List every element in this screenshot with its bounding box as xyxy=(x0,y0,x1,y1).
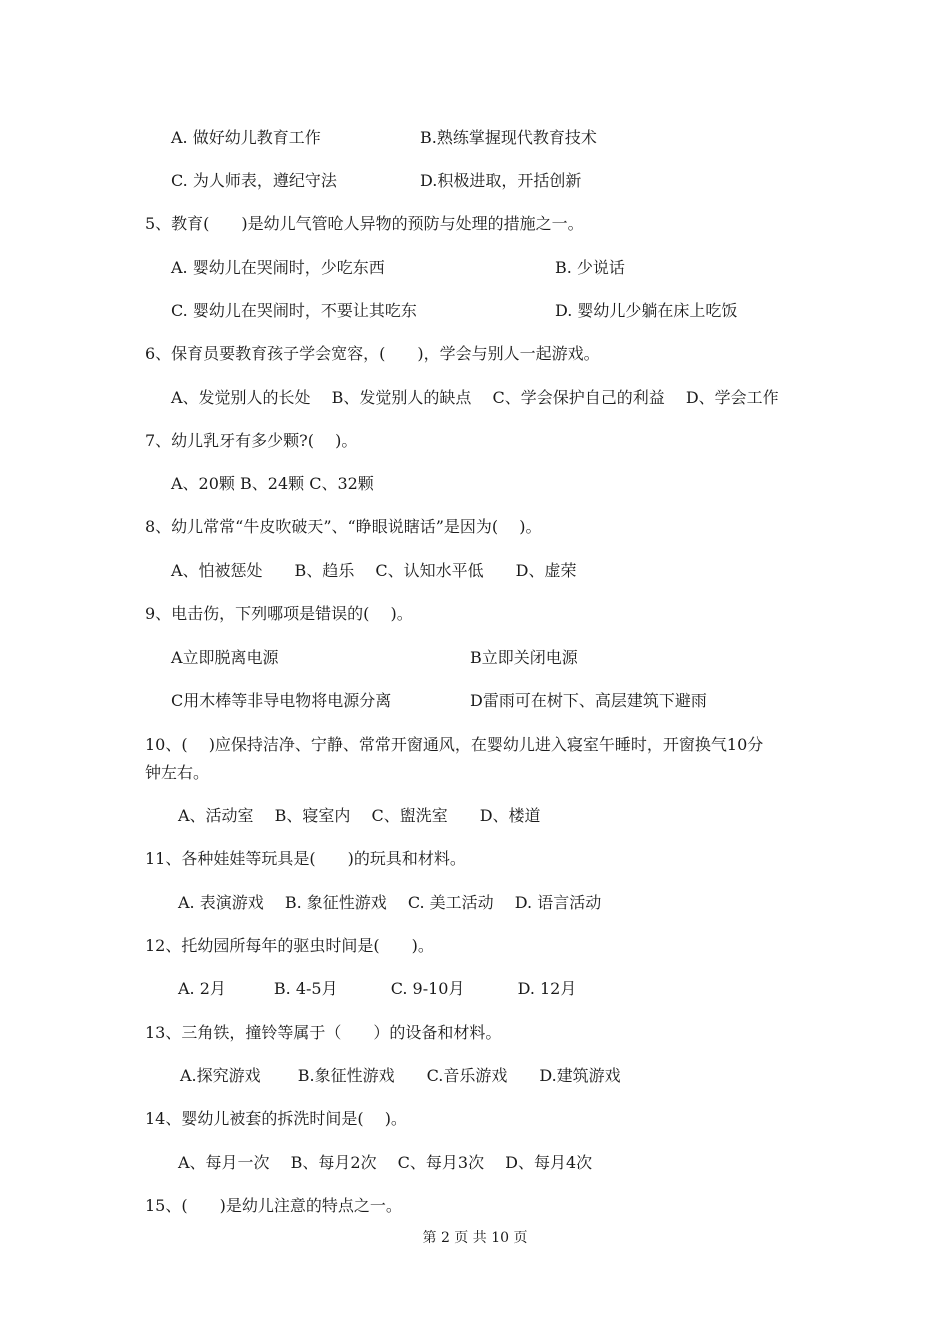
q7-options: A、20颗 B、24颗 C、32颗 xyxy=(171,474,374,493)
q6-stem: 6、保育员要教育孩子学会宽容，( )，学会与别人一起游戏。 xyxy=(145,344,600,363)
q8-stem: 8、幼儿常常“牛皮吹破天”、“睁眼说瞎话”是因为( )。 xyxy=(145,517,542,536)
q13-stem: 13、三角铁，撞铃等属于（ ）的设备和材料。 xyxy=(145,1023,502,1042)
q5-option-d: D. 婴幼儿少躺在床上吃饭 xyxy=(555,301,738,320)
q8-options: A、怕被惩处 B、趋乐 C、认知水平低 D、虚荣 xyxy=(171,561,577,580)
q4-option-d: D.积极进取，开括创新 xyxy=(420,171,582,190)
q11-options: A. 表演游戏 B. 象征性游戏 C. 美工活动 D. 语言活动 xyxy=(178,893,602,912)
q12-stem: 12、托幼园所每年的驱虫时间是( )。 xyxy=(145,936,434,955)
q4-option-a: A. 做好幼儿教育工作 xyxy=(171,128,321,147)
q11-stem: 11、各种娃娃等玩具是( )的玩具和材料。 xyxy=(145,849,466,868)
q15-stem: 15、( )是幼儿注意的特点之一。 xyxy=(145,1196,402,1215)
q5-option-c: C. 婴幼儿在哭闹时，不要让其吃东 xyxy=(171,301,417,320)
q4-option-b: B.熟练掌握现代教育技术 xyxy=(420,128,597,147)
q7-stem: 7、幼儿乳牙有多少颗?( )。 xyxy=(145,431,358,450)
q5-stem: 5、教育( )是幼儿气管呛人异物的预防与处理的措施之一。 xyxy=(145,214,584,233)
page-number-footer: 第 2 页 共 10 页 xyxy=(422,1230,528,1246)
q14-options: A、每月一次 B、每月2次 C、每月3次 D、每月4次 xyxy=(178,1153,593,1172)
q9-stem: 9、电击伤，下列哪项是错误的( )。 xyxy=(145,604,413,623)
q5-option-b: B. 少说话 xyxy=(555,258,625,277)
q14-stem: 14、婴幼儿被套的拆洗时间是( )。 xyxy=(145,1109,407,1128)
q12-options: A. 2月 B. 4-5月 C. 9-10月 D. 12月 xyxy=(178,979,577,998)
q9-option-a: A立即脱离电源 xyxy=(171,648,279,667)
q13-options: A.探究游戏 B.象征性游戏 C.音乐游戏 D.建筑游戏 xyxy=(180,1066,621,1085)
q10-stem-line1: 10、( )应保持洁净、宁静、常常开窗通风，在婴幼儿进入寝室午睡时，开窗换气10分 xyxy=(145,735,764,754)
q10-options: A、活动室 B、寝室内 C、盥洗室 D、楼道 xyxy=(178,806,541,825)
q5-option-a: A. 婴幼儿在哭闹时，少吃东西 xyxy=(171,258,385,277)
q9-option-d: D雷雨可在树下、高层建筑下避雨 xyxy=(470,691,707,710)
q10-stem-line2: 钟左右。 xyxy=(145,763,210,782)
q4-option-c: C. 为人师表，遵纪守法 xyxy=(171,171,337,190)
q9-option-b: B立即关闭电源 xyxy=(470,648,578,667)
q9-option-c: C用木棒等非导电物将电源分离 xyxy=(171,691,392,710)
q6-options: A、发觉别人的长处 B、发觉别人的缺点 C、学会保护自己的利益 D、学会工作 xyxy=(171,388,779,407)
